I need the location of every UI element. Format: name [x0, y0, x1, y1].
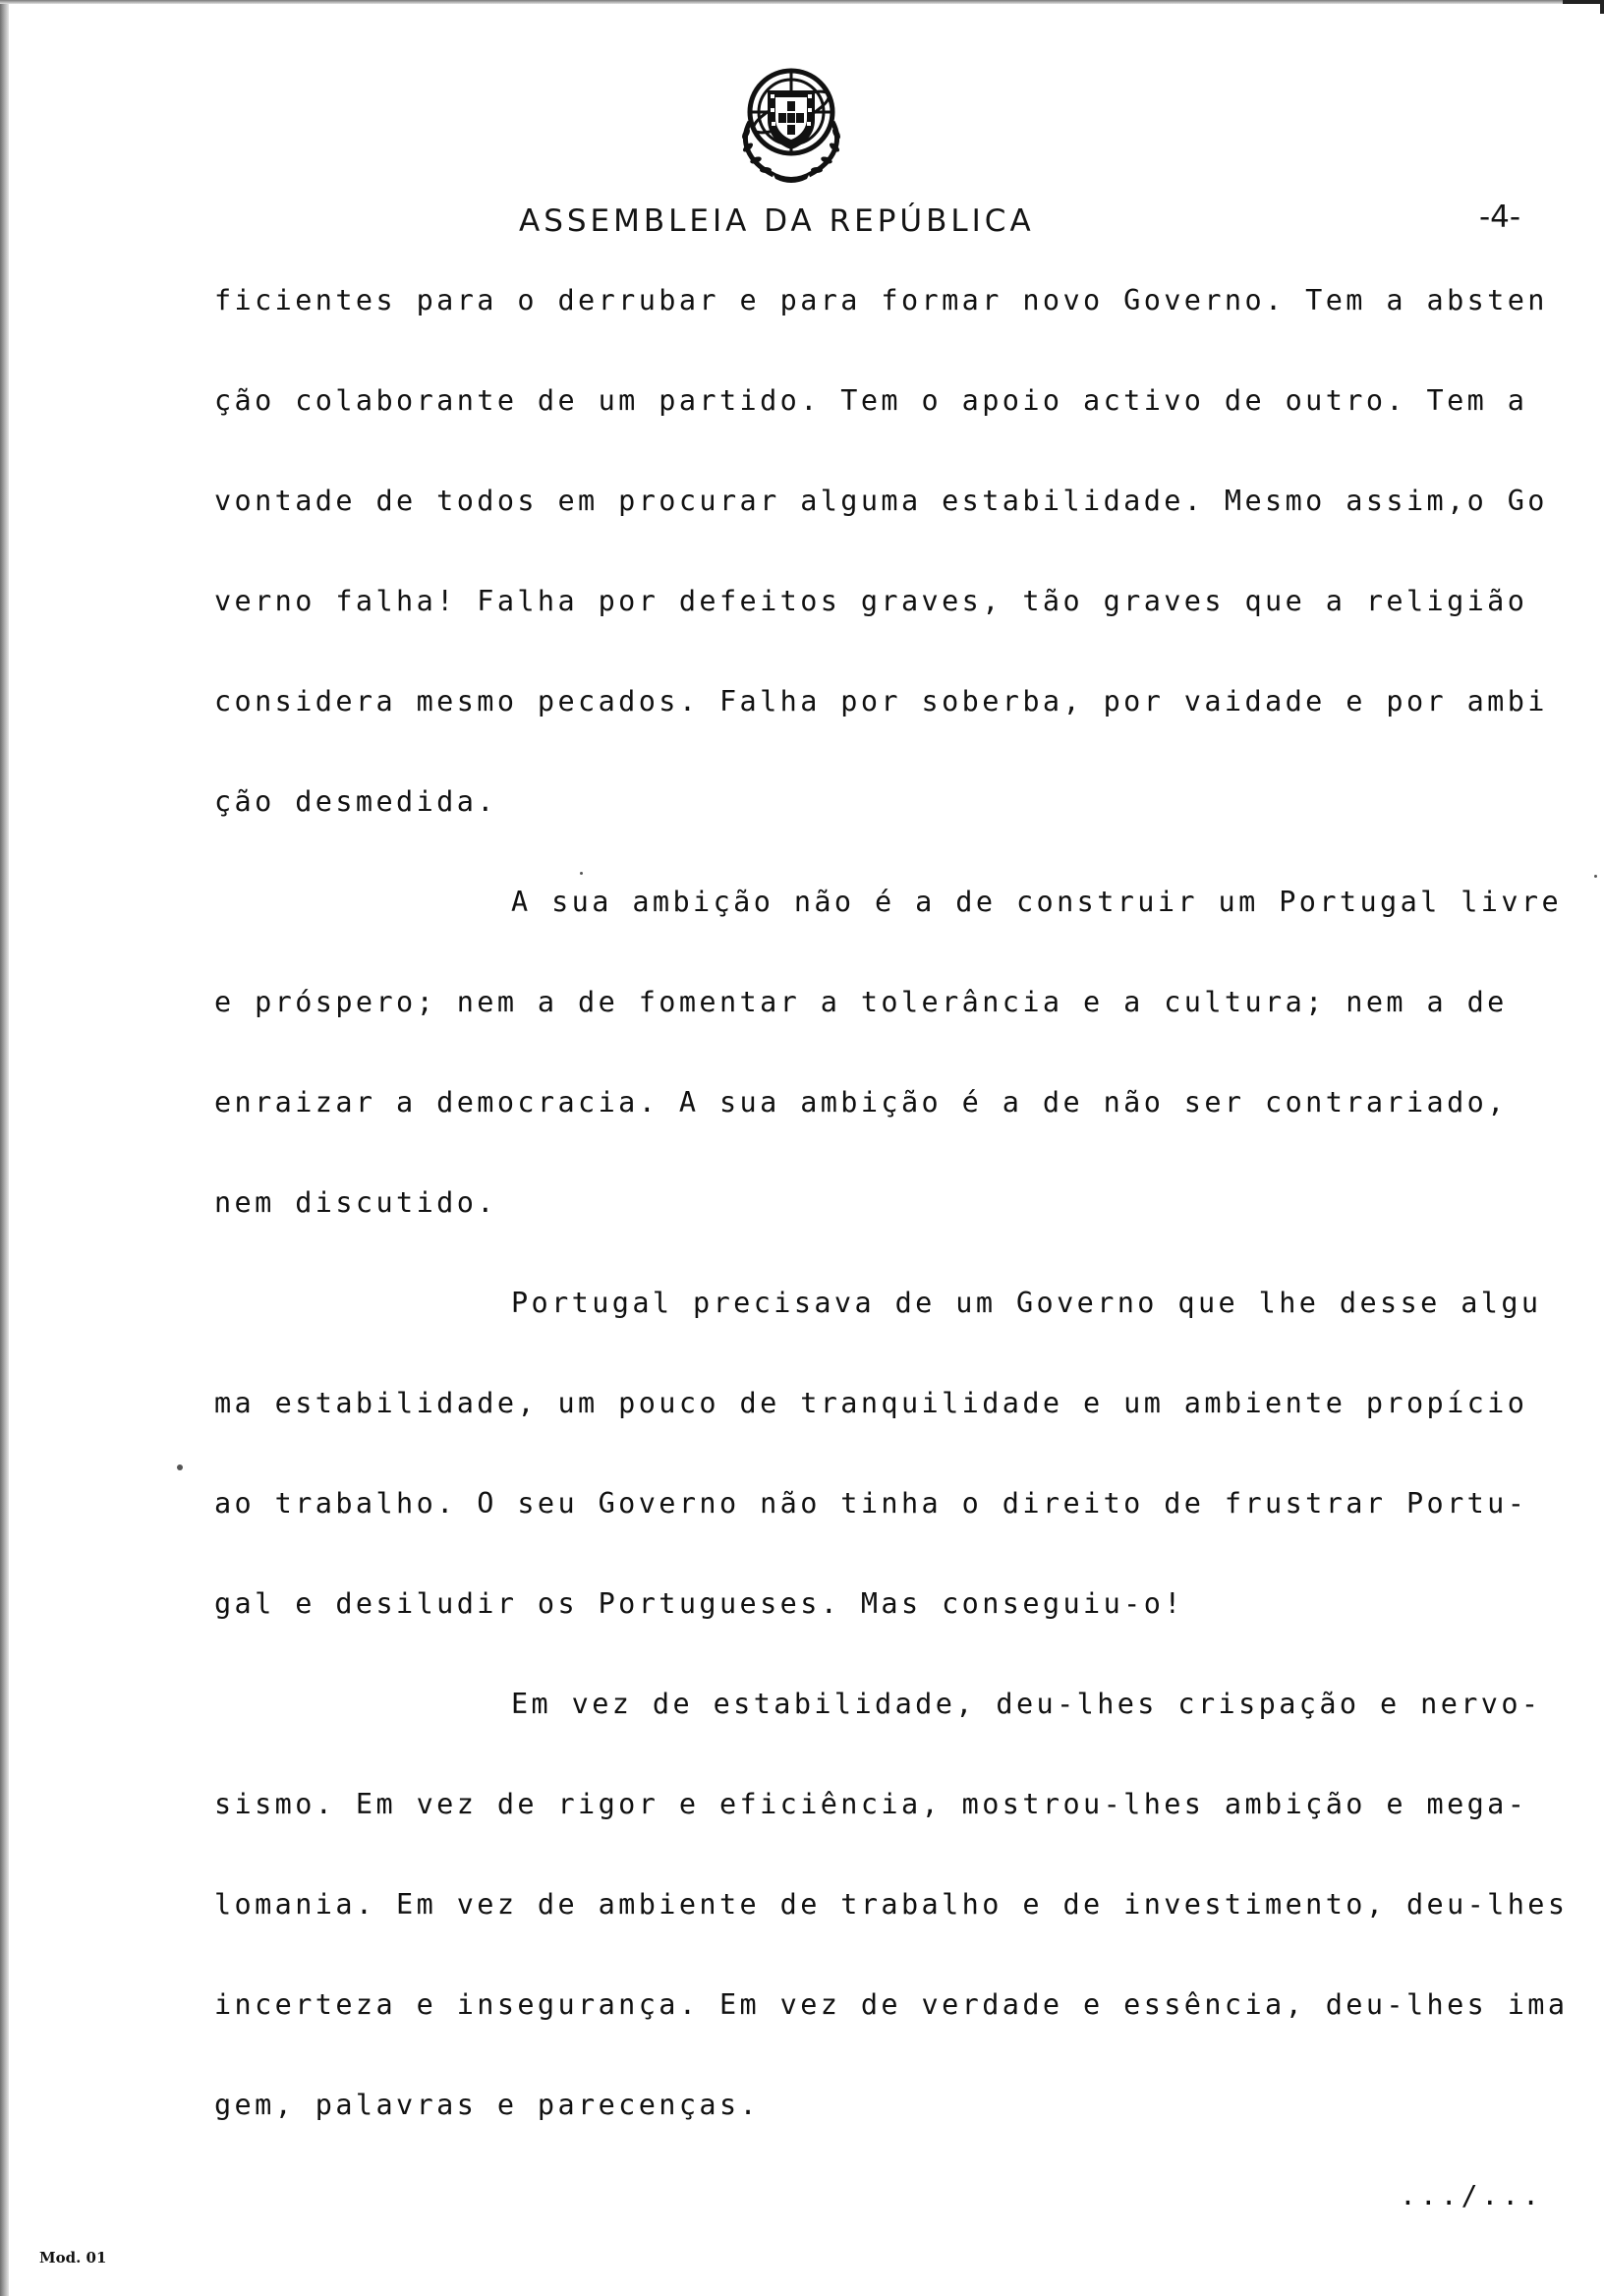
form-code: Mod. 01 [39, 2249, 107, 2267]
speech-body [214, 281, 1571, 2186]
paragraph-first-line: Portugal precisava de um Governo que lhe desse algu [511, 1287, 1542, 1319]
scan-speck [1594, 875, 1597, 878]
document-header-title: ASSEMBLEIA DA REPÚBLICA [519, 203, 1035, 239]
text-line: ao trabalho. O seu Governo não tinha o direito de frustrar Portu- [214, 1487, 1528, 1520]
scan-left-edge [0, 0, 9, 2296]
text-line: gem, palavras e parecenças. [214, 2089, 761, 2121]
text-line: vontade de todos em procurar alguma estabilidade. Mesmo assim,o Go [214, 485, 1548, 517]
text-line: sismo. Em vez de rigor e eficiência, mostrou-lhes ambição e mega- [214, 1788, 1528, 1820]
paragraph-first-line: A sua ambição não é a de construir um Portugal livre [511, 886, 1563, 918]
text-line: ma estabilidade, um pouco de tranquilidade e um ambiente propício [214, 1387, 1528, 1419]
text-line: ção desmedida. [214, 785, 497, 818]
coat-of-arms-emblem-icon [732, 61, 850, 185]
text-line: ção colaborante de um partido. Tem o apoio activo de outro. Tem a [214, 384, 1528, 417]
text-line: lomania. Em vez de ambiente de trabalho e de investimento, deu-lhes [214, 1888, 1569, 1921]
scan-speck [580, 872, 583, 875]
continuation-mark: .../... [1400, 2179, 1544, 2211]
text-line: enraizar a democracia. A sua ambição é a de não ser contrariado, [214, 1086, 1508, 1119]
scan-corner-mark [1563, 0, 1604, 14]
text-line: considera mesmo pecados. Falha por soberba, por vaidade e por ambi [214, 685, 1548, 718]
text-line: e próspero; nem a de fomentar a tolerância e a cultura; nem a de [214, 986, 1508, 1018]
scan-top-edge [0, 0, 1604, 4]
paragraph-first-line: Em vez de estabilidade, deu-lhes crispação e nervo- [511, 1688, 1542, 1720]
scan-speck [177, 1464, 183, 1470]
text-line: gal e desiludir os Portugueses. Mas conseguiu-o! [214, 1587, 1184, 1620]
text-line: ficientes para o derrubar e para formar novo Governo. Tem a absten [214, 284, 1548, 316]
text-line: nem discutido. [214, 1186, 497, 1219]
page-number: -4- [1479, 200, 1521, 235]
text-line: incerteza e insegurança. Em vez de verdade e essência, deu-lhes ima [214, 1988, 1569, 2021]
text-line: verno falha! Falha por defeitos graves, tão graves que a religião [214, 585, 1528, 617]
